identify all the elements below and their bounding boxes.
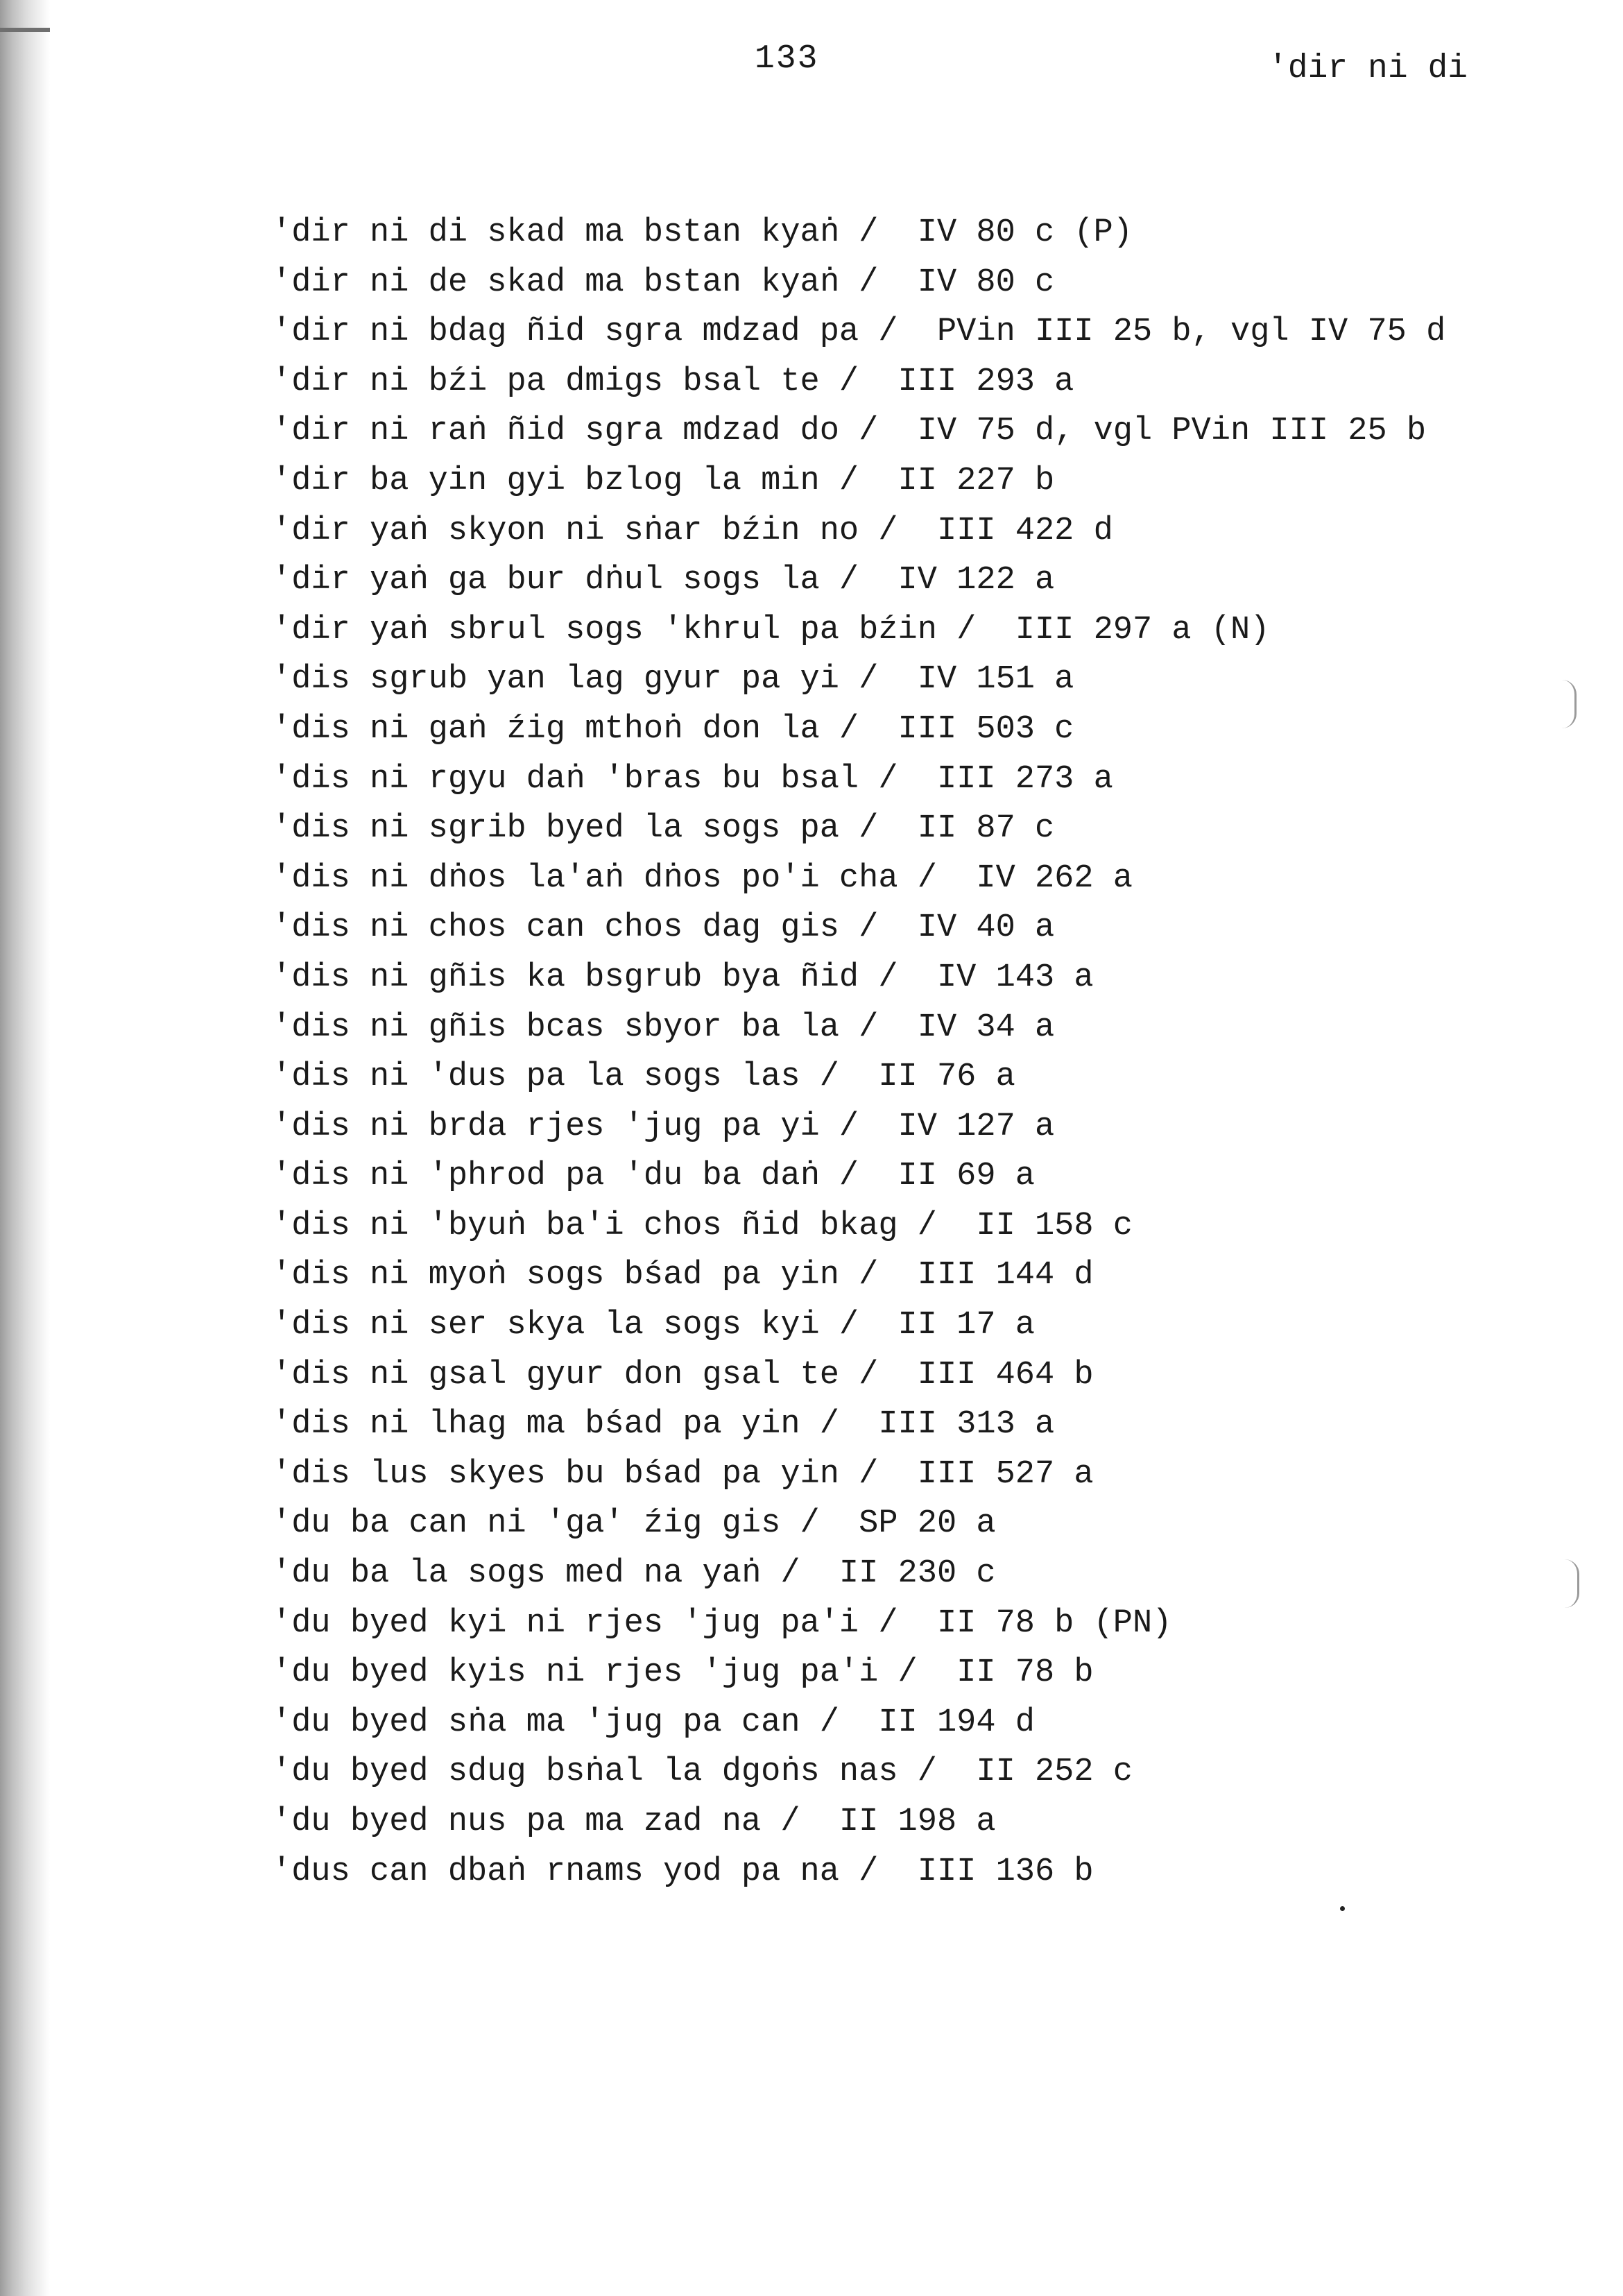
index-entry: 'dir yaṅ skyon ni sṅar bźin no / III 422 d [272,512,1113,549]
scan-edge-mark [0,28,50,32]
index-entry-list [272,208,1445,1896]
index-entry: 'dis ni brda rjes 'jug pa yi / IV 127 a [272,1108,1055,1145]
index-entry: 'dis ni gñis bcas sbyor ba la / IV 34 a [272,1009,1055,1046]
index-entry: 'dis ni 'phrod pa 'du ba daṅ / II 69 a [272,1158,1035,1195]
index-entry: 'dir ba yin gyi bzlog la min / II 227 b [272,462,1055,499]
index-entry: 'dis sgrub yan lag gyur pa yi / IV 151 a [272,661,1074,699]
margin-bracket-mark [1562,680,1577,728]
index-entry: 'dis ni 'byuṅ ba'i chos ñid bkag / II 158 c [272,1207,1133,1244]
index-entry: 'du ba la sogs med na yaṅ / II 230 c [272,1555,996,1593]
index-entry: 'dus can dbaṅ rnams yod pa na / III 136 b [272,1853,1094,1890]
index-entry: 'du byed kyis ni rjes 'jug pa'i / II 78 b [272,1654,1094,1692]
index-entry: 'du byed kyi ni rjes 'jug pa'i / II 78 b (PN) [272,1604,1172,1642]
page-number: 133 [755,40,819,78]
index-entry: 'du byed nus pa ma zad na / II 198 a [272,1804,996,1840]
index-entry: 'dir ni bźi pa dmigs bsal te / III 293 a [272,363,1074,400]
index-entry: 'dis ni ser skya la sogs kyi / II 17 a [272,1307,1035,1344]
ink-speck [1340,1906,1345,1911]
index-entry: 'dis ni chos can chos dag gis / IV 40 a [272,909,1055,947]
index-entry: 'dis ni gsal gyur don gsal te / III 464 b [272,1356,1094,1394]
index-entry: 'dis ni sgrib byed la sogs pa / II 87 c [272,810,1055,848]
index-entry: 'dir ni raṅ ñid sgra mdzad do / IV 75 d, vgl PVin III 25 b [272,413,1427,450]
index-entry: 'dir ni bdag ñid sgra mdzad pa / PVin III 25 b, vgl IV 75 d [272,314,1446,351]
running-head: 'dir ni di [1268,50,1468,87]
index-entry: 'du byed sdug bsṅal la dgoṅs nas / II 252 c [272,1754,1133,1791]
index-entry: 'dir yaṅ sbrul sogs 'khrul pa bźin / III 297 a (N) [272,611,1270,649]
index-entry: 'dis ni myoṅ sogs bśad pa yin / III 144 d [272,1257,1094,1294]
index-entry: 'dis lus skyes bu bśad pa yin / III 527 a [272,1455,1094,1493]
margin-bracket-mark [1565,1559,1579,1608]
index-entry: 'dir ni di skad ma bstan kyaṅ / IV 80 c (P) [272,214,1133,251]
index-entry: 'dis ni 'dus pa la sogs las / II 76 a [272,1059,1015,1096]
scan-shadow-edge [0,0,50,2296]
index-entry: 'dir ni de skad ma bstan kyaṅ / IV 80 c [272,264,1055,301]
index-entry: 'dis ni lhag ma bśad pa yin / III 313 a [272,1406,1055,1443]
index-entry: 'du byed sṅa ma 'jug pa can / II 194 d [272,1704,1035,1741]
index-entry: 'dis ni gaṅ źig mthoṅ don la / III 503 c [272,710,1074,748]
index-entry: 'dis ni gñis ka bsgrub bya ñid / IV 143 a [272,959,1094,996]
index-entry: 'dir yaṅ ga bur dṅul sogs la / IV 122 a [272,562,1055,599]
index-entry: 'du ba can ni 'ga' źig gis / SP 20 a [272,1505,996,1543]
index-entry: 'dis ni dṅos la'aṅ dṅos po'i cha / IV 262 a [272,859,1133,897]
index-entry: 'dis ni rgyu daṅ 'bras bu bsal / III 273 a [272,760,1113,798]
